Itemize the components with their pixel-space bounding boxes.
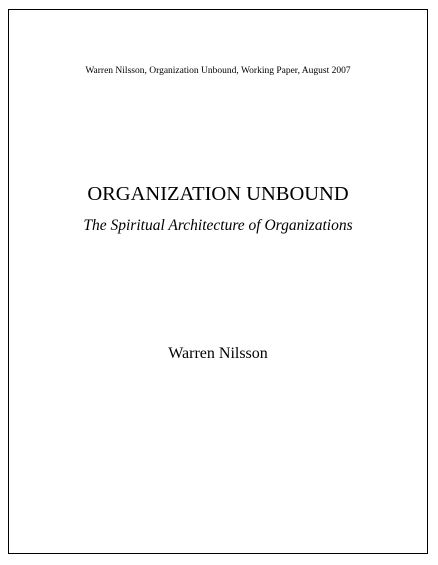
running-header: Warren Nilsson, Organization Unbound, Working Paper, August 2007	[85, 66, 351, 76]
document-title: ORGANIZATION UNBOUND	[87, 183, 349, 205]
document-author: Warren Nilsson	[168, 345, 268, 362]
document-subtitle: The Spiritual Architecture of Organizations	[83, 217, 353, 234]
document-page	[8, 9, 428, 554]
